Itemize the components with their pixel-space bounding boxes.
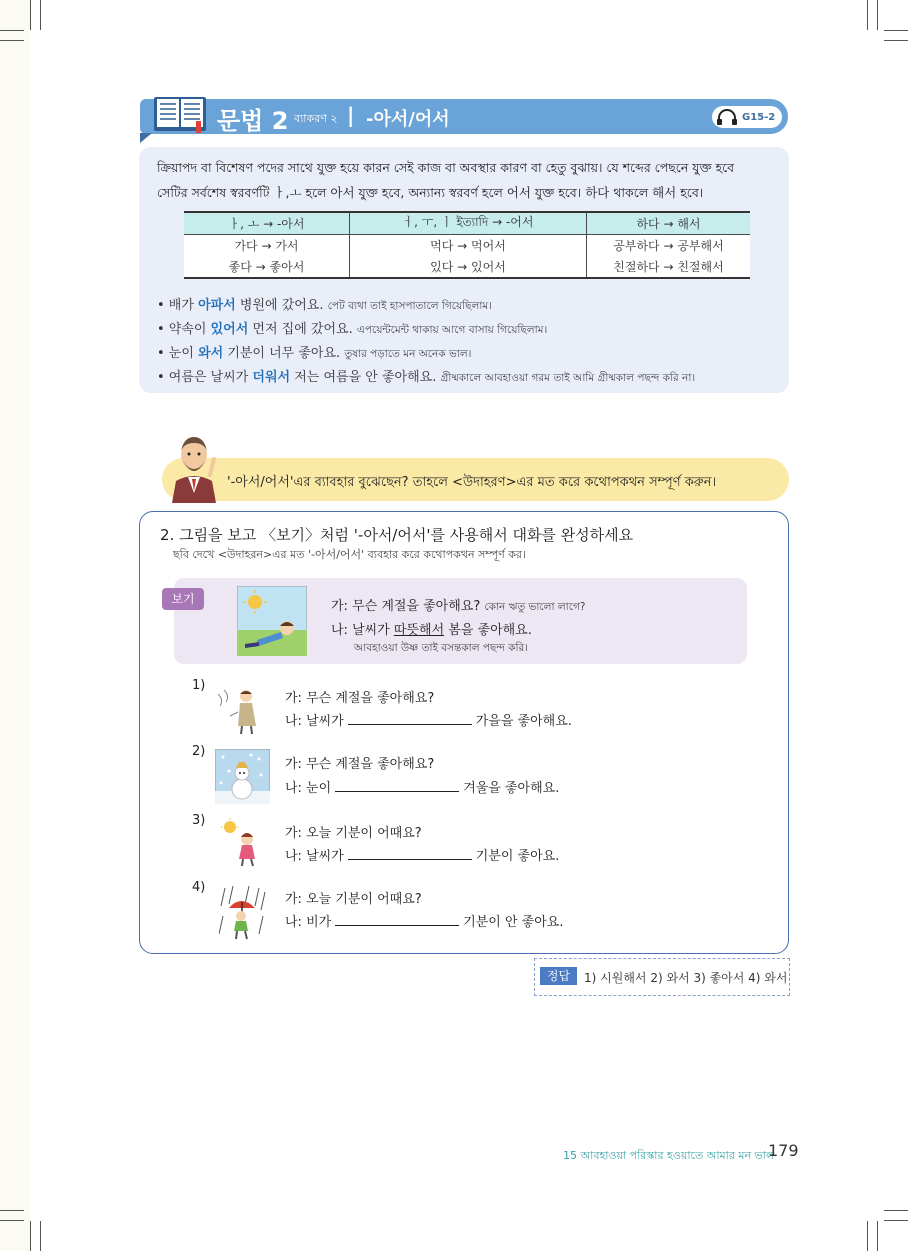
crop-mark — [884, 30, 908, 31]
example-text: • 여름은 날씨가 — [157, 370, 253, 385]
table-cell: 좋다 → 좋아서 — [184, 256, 350, 278]
item-question: 가: 오늘 기분이 어때요? — [285, 892, 422, 907]
example-answer-translation-line — [354, 640, 528, 658]
example-answer-text: 봄을 좋아해요. — [444, 623, 532, 638]
table-cell: 친절하다 → 친절해서 — [587, 256, 751, 278]
exercise-subtitle: ছবি দেখে <উদাহরন>এর মত '-아서/어서' ব্যবহার করে কথোপকথন সম্পূর্ণ কর। — [173, 548, 526, 561]
chapter-footer: 15 আবহাওয়া পরিস্কার হওয়াতে আমার মন ভাল — [563, 1149, 775, 1162]
crop-mark — [884, 40, 908, 41]
item-answer-line — [285, 845, 559, 864]
item-number: 3) — [192, 813, 206, 828]
crop-mark — [884, 1210, 908, 1211]
example-answer-translation: আবহাওয়া উষ্ণ তাই বসন্তকাল পছন্দ করি। — [354, 642, 529, 654]
table-row — [184, 235, 750, 257]
table-row — [184, 256, 750, 278]
item-question: 가: 무슨 계절을 좋아해요? — [285, 691, 435, 706]
example-question: 가: 무슨 계절을 좋아해요? — [331, 599, 481, 614]
crop-mark — [30, 0, 31, 30]
example-tag: 보기 — [162, 588, 204, 610]
book-icon — [152, 95, 208, 133]
example-highlight: 와서 — [198, 346, 224, 361]
rainy-umbrella-illustration — [219, 886, 267, 941]
table-header: 하다 → 해서 — [587, 212, 751, 235]
example-text: 저는 여름을 안 좋아해요. — [290, 370, 437, 385]
page-margin-strip — [0, 0, 30, 1251]
example-translation: পেট ব্যথা তাই হাসপাতালে গিয়েছিলাম। — [327, 300, 492, 312]
answer-blank[interactable] — [335, 779, 459, 792]
answer-key-tag: 정답 — [540, 967, 577, 985]
example-answer-filled: 따뜻해서 — [393, 623, 445, 638]
item-question: 가: 무슨 계절을 좋아해요? — [285, 757, 435, 772]
answer-blank[interactable] — [348, 847, 472, 860]
item-answer-line — [285, 911, 564, 930]
example-highlight: 더워서 — [252, 370, 291, 385]
crop-mark — [0, 1220, 24, 1221]
autumn-wind-illustration — [214, 686, 264, 736]
example-sentence — [157, 366, 695, 388]
item-answer-line — [285, 710, 572, 729]
item-answer-text: 나: 눈이 — [285, 781, 332, 796]
header-separator: | — [347, 103, 355, 127]
answer-blank[interactable] — [348, 712, 472, 725]
example-text: • 배가 — [157, 298, 199, 313]
item-answer-line — [285, 777, 559, 796]
example-line-na — [331, 619, 532, 638]
item-number: 2) — [192, 744, 206, 759]
item-answer-text: 나: 날씨가 — [285, 714, 344, 729]
answer-blank[interactable] — [335, 913, 459, 926]
example-highlight: 있어서 — [210, 322, 249, 337]
example-sentence — [157, 318, 547, 340]
table-cell: 공부하다 → 공부해서 — [587, 235, 751, 257]
crop-mark — [884, 1220, 908, 1221]
crop-mark — [877, 0, 878, 30]
item-answer-text: 나: 날씨가 — [285, 849, 344, 864]
example-answer-text: 나: 날씨가 — [331, 623, 394, 638]
crop-mark — [877, 1221, 878, 1251]
example-text: • 약속이 — [157, 322, 211, 337]
table-cell: 가다 → 가서 — [184, 235, 350, 257]
example-text: 기분이 너무 좋아요. — [223, 346, 341, 361]
section-subtitle: ব্যাকরণ ২ — [294, 112, 338, 125]
crop-mark — [867, 0, 868, 30]
item-number: 4) — [192, 880, 206, 895]
example-sentence — [157, 342, 471, 364]
item-answer-text: 기분이 안 좋아요. — [463, 915, 564, 930]
sunny-girl-illustration — [220, 817, 265, 867]
item-answer-text: 나: 비가 — [285, 915, 332, 930]
spring-picnic-illustration — [237, 586, 307, 656]
header-tail — [140, 133, 152, 143]
page-number: 179 — [768, 1141, 799, 1160]
section-title: 문법 2 — [217, 107, 289, 135]
item-answer-text: 기분이 좋아요. — [475, 849, 560, 864]
table-cell: 있다 → 있어서 — [350, 256, 587, 278]
explanation-line-1: ক্রিয়াপদ বা বিশেষণ পদের সাথে যুক্ত হয়ে কারন সেই কাজ বা অবস্থার কারণ বা হেতু বুঝায়। যে শব্দের পেছনে যুক্ত হবে — [157, 160, 735, 175]
crop-mark — [40, 0, 41, 30]
example-translation: গ্রীষ্মকালে আবহাওয়া গরম তাই আমি গ্রীষ্মকাল পছন্দ করি না। — [440, 372, 696, 384]
table-cell: 먹다 → 먹어서 — [350, 235, 587, 257]
table-header: ㅏ, ㅗ → -아서 — [184, 212, 350, 235]
snowman-illustration — [215, 749, 270, 804]
item-answer-text: 겨울을 좋아해요. — [463, 781, 560, 796]
example-text: 병원에 갔어요. — [235, 298, 324, 313]
example-sentence — [157, 294, 492, 316]
example-highlight: 아파서 — [198, 298, 236, 313]
teacher-illustration — [166, 431, 222, 503]
prompt-text: '-아서/어서'এর ব্যাবহার বুঝেছেন? তাহলে <উদাহরণ>এর মত করে কথোপকথন সম্পূর্ণ করুন। — [227, 475, 717, 490]
example-line-ga — [331, 595, 585, 617]
example-text: 먼저 집에 갔어요. — [248, 322, 353, 337]
example-translation: তুষার পড়াতে মন অনেক ভাল। — [344, 348, 472, 360]
conjugation-table — [184, 211, 750, 279]
explanation-line-2: সেটির সর্বশেষ স্বরবর্ণটি ㅏ,ㅗ হলে 아서 যুক্ত হবে, অন্যান্য স্বরবর্ণ হলে 어서 যুক্ত হবে। 하다 থাকলে 해서 হবে। — [157, 185, 704, 200]
example-translation: এপয়েন্টমেন্ট থাকায় আগে বাসায় গিয়েছিলাম। — [356, 324, 548, 336]
item-answer-text: 가을을 좋아해요. — [475, 714, 572, 729]
crop-mark — [0, 40, 24, 41]
audio-track-code: G15-2 — [742, 112, 776, 123]
item-number: 1) — [192, 678, 206, 693]
crop-mark — [30, 1221, 31, 1251]
table-header: ㅓ, ㅜ, ㅣ ইত্যাদি → -어서 — [350, 212, 587, 235]
crop-mark — [0, 1210, 24, 1211]
exercise-title: 2. 그림을 보고 〈보기〉처럼 '-아서/어서'를 사용해서 대화를 완성하세요 — [160, 526, 634, 544]
crop-mark — [0, 30, 24, 31]
grammar-title: -아서/어서 — [366, 109, 450, 130]
headphone-icon — [716, 109, 738, 125]
example-question-translation: কোন ঋতু ভালো লাগে? — [484, 601, 586, 613]
item-question: 가: 오늘 기분이 어때요? — [285, 826, 422, 841]
crop-mark — [867, 1221, 868, 1251]
answer-key-text: 1) 시원해서 2) 와서 3) 좋아서 4) 와서 — [584, 971, 788, 985]
example-text: • 눈이 — [157, 346, 199, 361]
crop-mark — [40, 1221, 41, 1251]
